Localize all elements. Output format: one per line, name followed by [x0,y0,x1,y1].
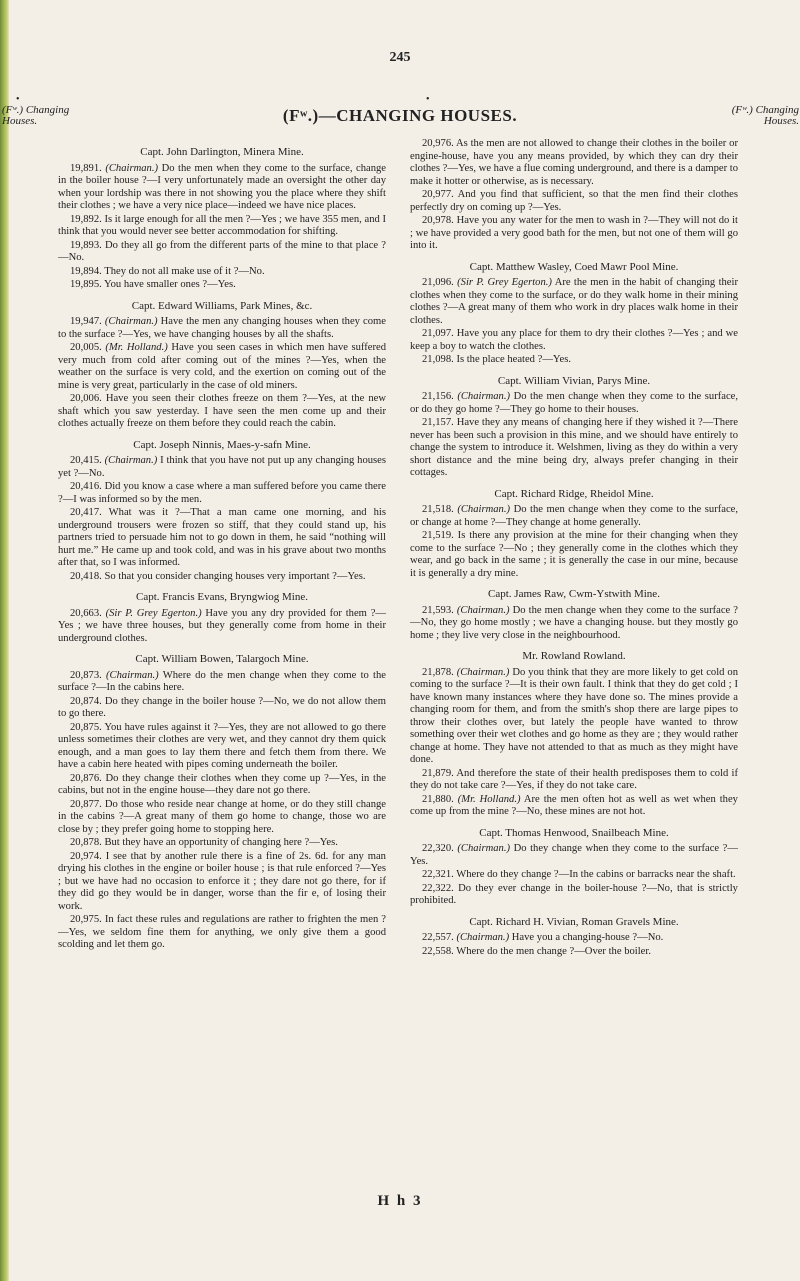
question-number: 21,097. [422,328,454,339]
question-answer [410,946,738,959]
testimony-text: And you find that sufficient, so that the men find their clothes perfectly dry on coming up ?—Yes. [410,189,738,213]
testimony-text: Are the men often hot as well as wet when they come up from the mine ?—No, these mines are not hot. [410,793,738,817]
testimony-text: I think that you have not put up any changing houses yet ?—No. [58,455,387,479]
question-number: 20,415. [70,455,102,466]
testimony-text: Is it large enough for all the men ?—Yes ; we have 355 men, and I think that you would never see better accommodation for shifting. [58,213,386,237]
testimony-text: Do they all go from the different parts of the mine to that place ?—No. [58,239,386,263]
testimony-text: Do they ever change in the boiler-house ?—No, that is strictly prohibited. [410,882,738,906]
question-answer [58,507,386,570]
testimony-text: Do the men when they come to the surface, change in the boiler house ?—I very unfortunately made an oversight the other day when your lordship was there in not showing you the place where they shift their clothes ; we have a very nice place—indeed we have nice places. [58,162,387,211]
margin-dot-left: • [16,94,20,105]
question-answer [410,605,738,643]
testimony-text: You have rules against it ?—Yes, they are not allowed to go there unless sometimes their clothes are very wet, and they cannot dry them quick enough, and a man goes to lay them there and fetch them from there. We have a cabin here heated with pipes coming underneath the boiler. [58,721,386,770]
question-number: 19,891. [70,162,102,174]
speaker-name: (Chairman.) [457,843,511,854]
margin-note-right-line: (Fʷ.) Changing [731,104,799,116]
question-answer [58,279,386,292]
testimony-text: What was it ?—That a man came one morning, and his underground trousers were frozen so stiff, that they could stand up, his partners tried to persuade him not to go down in them, he said “nothing will hurt me.” He came up and took cold, and was in his grave about two months after that, so I was informed. [58,507,386,568]
question-number: 19,895. [70,279,102,290]
margin-note-right [715,105,799,127]
witness-heading: Capt. James Raw, Cwm-Ystwith Mine. [488,588,660,600]
testimony-text: Where do the men change when they come to the surface ?—In the cabins here. [58,669,386,693]
testimony-text: Do they change in the boiler house ?—No, we do not allow them to go there. [58,695,386,719]
speaker-name: (Chairman.) [456,932,510,943]
question-answer [410,417,738,480]
question-answer [410,138,738,188]
speaker-name: (Chairman.) [457,504,511,515]
question-number: 20,418. [70,570,102,582]
question-number: 20,975. [70,914,102,925]
question-answer [410,391,738,416]
testimony-text: Is there any provision at the mine for their changing when they come to the surface ?—No ; they generally come in the clothes which they wear, and go back in the same ; it is generally the case in our mine, because it is generally a dry mine. [410,530,739,579]
testimony-text: Did you know a case where a man suffered before you came there ?—I was informed so by the men. [58,481,386,505]
testimony-text: Have you a changing-house ?—No. [511,932,664,943]
testimony-text: In fact these rules and regulations are rather to frighten the men ?—Yes, we seldom fine them for anything, we only give them a good scolding and let them go. [58,914,386,950]
question-number: 21,518. [422,504,454,515]
question-number: 19,893. [70,239,102,251]
question-answer [58,455,386,480]
question-answer [410,667,738,767]
question-number: 21,096. [422,277,454,288]
question-number: 20,006. [70,393,102,404]
question-number: 20,877. [70,798,102,810]
testimony-text: I see that by another rule there is a fine of 2s. 6d. for any man drying his clothes in the engine or boiler house ; is that rule enforced ?—Yes ; but we have had no occasion to enforce it ; they dare not go there, for if they did go they would be in danger, worse than the fir e, of losing their work. [58,850,386,912]
question-answer [58,608,386,646]
witness-heading: Capt. Thomas Henwood, Snailbeach Mine. [479,826,669,839]
testimony-text: Have you seen cases in which men have suffered very much from cold after coming out of the mines ?—Yes, when the weather on the surface is very cold, and the exertion on coming out of the mine is very great, particularly in the case of old miners. [58,342,387,391]
question-answer [410,883,738,908]
question-number: 20,974. [70,850,102,862]
question-answer [410,932,738,945]
question-answer [58,851,386,914]
question-number: 22,321. [422,869,454,880]
testimony-text: Do those who reside near change at home, or do they still change in the cabins ?—A great many of them go home to change, those wo are close by ; they prefer going home to stopping here. [58,798,386,835]
question-number: 22,322. [422,882,454,894]
testimony-text: But they have an opportunity of changing here ?—Yes. [104,837,338,848]
question-answer [58,342,386,392]
question-number: 21,880. [422,793,454,805]
witness-heading: Capt. John Darlington, Minera Mine. [140,146,304,158]
testimony-text: Have they any means of changing here if they wished it ?—There never has been such a provision in this mine, and we should have entirely to change the system to introduce it. Welshmen, living as they do within a very short distance and the mine being dry, always prefer changing in their cottages. [410,417,738,478]
question-number: 21,519. [422,530,454,541]
question-answer [58,914,386,952]
question-number: 20,875. [70,721,102,733]
testimony-text: They do not all make use of it ?—No. [104,265,265,277]
speaker-name: (Sir P. Grey Egerton.) [105,607,202,619]
margin-note-left-line: Houses. [2,115,38,127]
speaker-name: (Chairman.) [104,316,158,327]
testimony-text: Do the men change when they come to the surface ?—No, they go home mostly ; we have a changing house. but they mostly go home ; they live very close in the neighbourhood. [410,604,739,641]
question-answer [58,722,386,772]
question-number: 22,558. [422,945,454,957]
speaker-name: (Chairman.) [457,391,511,402]
question-answer [410,277,738,327]
testimony-text: Do the men change when they come to the surface, or do they go home ?—They go home to their houses. [410,391,739,415]
question-answer [58,214,386,239]
speaker-name: (Mr. Holland.) [105,342,168,353]
testimony-text: Do you think that they are more likely to get cold on coming to the surface ?—It is their own fault. I think that they do get cold ; I have known many instances where they have done so. The mines provide a changing room for them, and from the smith's shop there are large pipes to throw their clothes over, but lately the people have wanted to throw something over their wet clothes and go home as they are ; they would rather change at home. They have not attended to that as much as they might have done. [410,666,738,765]
testimony-text: Do they change when they come to the surface ?—Yes. [410,843,738,867]
margin-note-right-line: Houses. [763,115,799,127]
question-answer [58,481,386,506]
question-number: 19,892. [70,213,102,225]
question-answer [410,504,738,529]
right-column [410,138,738,959]
testimony-text: Have the men any changing houses when they come to the surface ?—Yes, we have changing houses by all the shafts. [58,316,386,340]
question-number: 20,005. [70,342,102,353]
question-answer [58,696,386,721]
testimony-text: Where do they change ?—In the cabins or barracks near the shaft. [456,869,736,880]
binding-edge [0,0,9,1281]
question-number: 21,156. [422,391,454,402]
testimony-text: You have smaller ones ?—Yes. [104,279,236,290]
question-answer [58,837,386,850]
question-answer [410,328,738,353]
question-answer [410,215,738,253]
testimony-text: Have you any dry provided for them ?—Yes ; we have three houses, but they generally come from home in their underground clothes. [58,607,386,644]
question-answer [58,571,386,584]
witness-heading: Capt. Richard Ridge, Rheidol Mine. [494,487,654,500]
question-answer [410,768,738,793]
testimony-text: Do they change their clothes when they come up ?—Yes, in the cabins, but not in the engine house—they dare not go there. [58,772,386,796]
speaker-name: (Chairman.) [106,669,159,681]
question-number: 19,894. [70,265,102,277]
question-number: 21,157. [422,417,454,428]
question-number: 21,878. [422,666,454,678]
witness-heading: Capt. Richard H. Vivian, Roman Gravels Mine. [469,915,679,928]
running-head: (Fʷ.)—CHANGING HOUSES. [282,106,518,125]
question-answer [410,189,738,214]
question-answer [58,773,386,798]
witness-heading: Capt. William Bowen, Talargoch Mine. [135,653,309,665]
question-answer [58,163,386,213]
speaker-name: (Chairman.) [104,455,158,466]
question-answer [58,670,386,695]
question-number: 22,320. [422,843,454,854]
question-answer [410,530,738,580]
question-number: 21,593. [422,604,454,616]
witness-heading: Capt. William Vivian, Parys Mine. [497,374,651,387]
speaker-name: (Mr. Holland.) [457,793,521,805]
witness-heading: Capt. Francis Evans, Bryngwiog Mine. [135,591,308,603]
testimony-text: Have you any water for the men to wash in ?—They will not do it ; we have provided a very good bath for the men, but not one of them will go into it. [410,215,738,251]
question-number: 20,878. [70,837,102,848]
question-answer [58,240,386,265]
question-number: 20,977. [422,189,454,200]
question-number: 20,663. [70,607,102,619]
testimony-text: Have you seen their clothes freeze on them ?—Yes, at the new shaft which you saw yesterday. I have seen the men come up and their clothes actually freeze on them before they could reach the cabin. [58,393,386,429]
speaker-name: (Sir P. Grey Egerton.) [457,277,552,288]
question-number: 20,873. [70,669,102,681]
testimony-text: Are the men in the habit of changing their clothes when they come to the surface, or do they walk home in their mining clothes ?—A great many of them who work in dry places walk home in their clothes. [410,277,738,326]
question-answer [410,794,738,819]
speaker-name: (Chairman.) [105,162,159,174]
testimony-text: Where do the men change ?—Over the boiler. [456,945,651,957]
testimony-text: Have you any place for them to dry their clothes ?—Yes ; and we keep a boy to watch the clothes. [410,328,738,352]
question-number: 20,876. [70,772,102,784]
witness-heading: Mr. Rowland Rowland. [522,650,626,662]
testimony-text: As the men are not allowed to change their clothes in the boiler or engine-house, have you any means provided, by which they can dry their clothes ?—Yes, we have a flue coming underground, and there is a damper to make it hotter or otherwise, as is necessary. [410,138,738,187]
question-answer [58,316,386,341]
question-answer [410,354,738,367]
witness-heading: Capt. Matthew Wasley, Coed Mawr Pool Mine. [469,260,679,273]
question-number: 22,557. [422,932,454,943]
question-number: 20,874. [70,695,102,707]
margin-note-left-line: (Fʷ.) Changing [2,104,70,116]
question-answer [410,843,738,868]
speaker-name: (Chairman.) [456,604,510,616]
question-answer [58,393,386,431]
left-column [58,138,386,953]
question-number: 21,098. [422,354,454,365]
speaker-name: (Chairman.) [456,666,510,678]
question-number: 20,417. [70,507,102,518]
question-number: 20,978. [422,215,454,226]
testimony-text: Do the men change when they come to the surface, or change at home ?—They change at home generally. [410,504,739,528]
margin-dot-center: • [426,94,430,105]
question-number: 19,947. [70,316,102,327]
question-answer [58,799,386,837]
page-number: 245 [389,50,411,65]
testimony-text: So that you consider changing houses very important ?—Yes. [104,570,366,582]
question-answer [410,869,738,882]
question-number: 20,976. [422,138,454,149]
question-number: 21,879. [422,767,454,779]
testimony-text: And therefore the state of their health predisposes them to cold if they do not take care ?—Yes, if they do not take care. [410,767,738,791]
question-answer [58,266,386,279]
witness-heading: Capt. Edward Williams, Park Mines, &c. [131,299,313,312]
question-number: 20,416. [70,481,102,492]
witness-heading: Capt. Joseph Ninnis, Maes-y-safn Mine. [133,438,311,451]
signature-mark: H h 3 [377,1193,423,1209]
testimony-text: Is the place heated ?—Yes. [456,354,571,365]
